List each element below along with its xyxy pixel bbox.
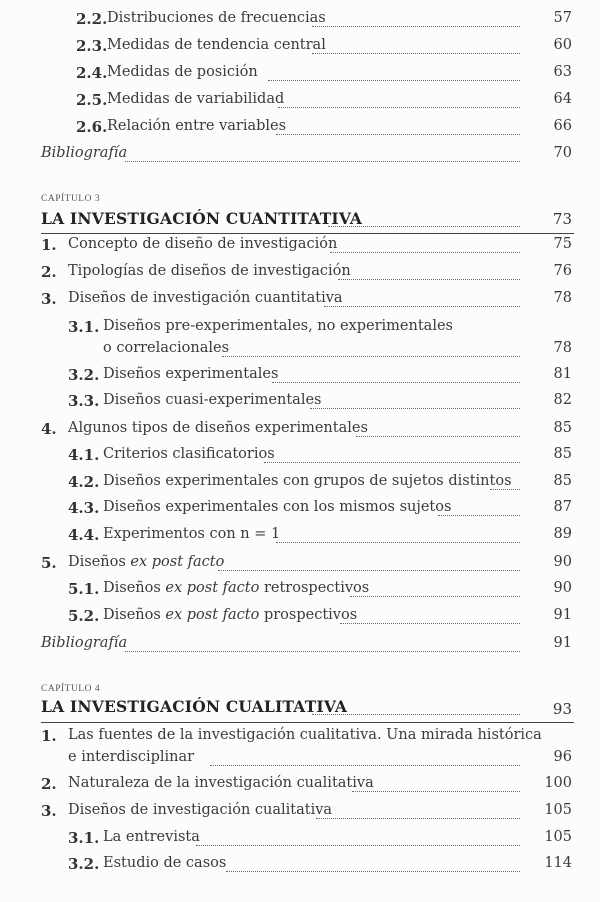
entry-title: Algunos tipos de diseños experimentales	[68, 420, 368, 436]
toc-entry-bibliography-1	[0, 145, 600, 169]
dot-leader	[218, 570, 520, 571]
dot-leader	[328, 226, 520, 227]
toc-entry-4-1	[0, 727, 600, 771]
dot-leader	[222, 356, 520, 357]
dot-leader	[226, 871, 520, 872]
entry-page: 90	[553, 554, 572, 570]
toc-entry-3-3	[0, 290, 600, 314]
entry-page: 66	[553, 118, 572, 134]
toc-entry-3-3-1	[0, 318, 600, 362]
entry-number: 3.1.	[68, 829, 100, 847]
dot-leader	[338, 279, 520, 280]
entry-title-post: prospectivos	[259, 607, 358, 623]
entry-title-italic: ex post facto	[130, 554, 225, 570]
entry-number: 4.2.	[68, 473, 100, 491]
toc-entry-bibliography-2	[0, 635, 600, 659]
toc-entry-2-2	[0, 10, 600, 34]
entry-title: Tipologías de diseños de investigación	[68, 263, 351, 279]
dot-leader	[276, 134, 520, 135]
entry-number: 3.2.	[68, 855, 100, 873]
entry-title-italic: ex post facto	[165, 607, 260, 623]
entry-number: 3.1.	[68, 318, 100, 336]
entry-title-pre: Diseños	[103, 580, 166, 596]
dot-leader	[268, 80, 520, 81]
toc-entry-3-4-4	[0, 526, 600, 550]
entry-page: 70	[553, 145, 572, 161]
entry-page: 105	[544, 802, 572, 818]
toc-entry-3-1	[0, 236, 600, 260]
entry-title: Medidas de posición	[107, 64, 258, 80]
entry-number: 4.3.	[68, 499, 100, 517]
entry-number: 4.4.	[68, 526, 100, 544]
entry-title: Diseños experimentales	[103, 366, 279, 382]
toc-entry-3-4-3	[0, 499, 600, 523]
toc-entry-2-3	[0, 37, 600, 61]
entry-page: 76	[553, 263, 572, 279]
entry-title: Diseños de investigación cuantitativa	[68, 290, 343, 306]
toc-entry-3-4-1	[0, 446, 600, 470]
entry-title	[103, 580, 369, 596]
chapter-title: LA INVESTIGACIÓN CUANTITATIVA	[41, 209, 363, 228]
entry-page: 81	[553, 366, 572, 382]
entry-page: 82	[553, 392, 572, 408]
entry-title: Distribuciones de frecuencias	[107, 10, 326, 26]
entry-page: 85	[553, 473, 572, 489]
toc-entry-2-4	[0, 64, 600, 88]
toc-entry-4-3-1	[0, 829, 600, 853]
dot-leader	[350, 596, 520, 597]
entry-title: Relación entre variables	[107, 118, 287, 134]
entry-page: 91	[553, 607, 572, 623]
chapter-rule	[41, 233, 574, 234]
entry-title: La entrevista	[103, 829, 200, 845]
entry-page: 100	[544, 775, 572, 791]
entry-number: 5.2.	[68, 607, 100, 625]
entry-title: Diseños experimentales con los mismos sujetos	[103, 499, 452, 515]
entry-title-line2: e interdisciplinar	[68, 749, 195, 765]
entry-title: Medidas de tendencia central	[107, 37, 326, 53]
dot-leader	[490, 489, 520, 490]
dot-leader	[210, 765, 520, 766]
chapter-title: LA INVESTIGACIÓN CUALITATIVA	[41, 697, 348, 716]
dot-leader	[312, 26, 520, 27]
entry-page: 105	[544, 829, 572, 845]
entry-number: 2.	[41, 775, 57, 793]
entry-number: 1.	[41, 236, 57, 254]
dot-leader	[352, 791, 520, 792]
entry-number: 2.2.	[76, 10, 108, 28]
chapter-page: 93	[552, 700, 572, 718]
entry-title: Naturaleza de la investigación cualitativa	[68, 775, 374, 791]
chapter-label: CAPÍTULO 3	[41, 194, 101, 204]
dot-leader	[278, 107, 520, 108]
toc-entry-3-5	[0, 554, 600, 578]
toc-entry-4-3	[0, 802, 600, 826]
entry-number: 5.1.	[68, 580, 100, 598]
entry-title	[68, 554, 224, 570]
dot-leader	[312, 53, 520, 54]
entry-page: 90	[553, 580, 572, 596]
entry-page: 63	[553, 64, 572, 80]
entry-title: Bibliografía	[41, 635, 128, 651]
entry-page: 114	[544, 855, 572, 871]
entry-page: 78	[553, 290, 572, 306]
entry-page: 91	[553, 635, 572, 651]
toc-entry-3-5-1	[0, 580, 600, 604]
entry-title-line1: Diseños pre-experimentales, no experimentales	[103, 318, 453, 334]
entry-page: 75	[553, 236, 572, 252]
entry-number: 2.	[41, 263, 57, 281]
dot-leader	[340, 623, 520, 624]
entry-title: Criterios clasificatorios	[103, 446, 275, 462]
entry-title: Medidas de variabilidad	[107, 91, 285, 107]
dot-leader	[438, 515, 520, 516]
entry-title-line1: Las fuentes de la investigación cualitativa. Una mirada histórica	[68, 727, 542, 743]
dot-leader	[196, 845, 520, 846]
dot-leader	[264, 462, 520, 463]
entry-number: 2.4.	[76, 64, 108, 82]
entry-page: 85	[553, 420, 572, 436]
entry-title-line2: o correlacionales	[103, 340, 230, 356]
entry-number: 4.	[41, 420, 57, 438]
entry-page: 96	[553, 749, 572, 765]
toc-entry-4-3-2	[0, 855, 600, 879]
toc-entry-3-3-2	[0, 366, 600, 390]
entry-title: Diseños experimentales con grupos de sujetos distintos	[103, 473, 512, 489]
entry-page: 57	[553, 10, 572, 26]
entry-title-italic: ex post facto	[165, 580, 260, 596]
toc-entry-2-5	[0, 91, 600, 115]
entry-title: Estudio de casos	[103, 855, 227, 871]
entry-number: 2.3.	[76, 37, 108, 55]
dot-leader	[324, 306, 520, 307]
dot-leader	[356, 436, 520, 437]
toc-entry-3-3-3	[0, 392, 600, 416]
dot-leader	[125, 651, 520, 652]
entry-title: Diseños cuasi-experimentales	[103, 392, 322, 408]
toc-entry-2-6	[0, 118, 600, 142]
chapter-label: CAPÍTULO 4	[41, 684, 101, 694]
entry-number: 4.1.	[68, 446, 100, 464]
toc-entry-3-4	[0, 420, 600, 444]
entry-page: 85	[553, 446, 572, 462]
entry-page: 89	[553, 526, 572, 542]
entry-number: 5.	[41, 554, 57, 572]
entry-title: Bibliografía	[41, 145, 128, 161]
dot-leader	[272, 382, 520, 383]
dot-leader	[310, 408, 520, 409]
dot-leader	[330, 252, 520, 253]
entry-title-pre: Diseños	[68, 554, 131, 570]
entry-title-post: retrospectivos	[259, 580, 370, 596]
dot-leader	[316, 818, 520, 819]
toc-entry-4-2	[0, 775, 600, 799]
entry-number: 3.	[41, 802, 57, 820]
entry-title	[103, 607, 357, 623]
entry-number: 3.2.	[68, 366, 100, 384]
entry-number: 3.	[41, 290, 57, 308]
toc-entry-3-2	[0, 263, 600, 287]
chapter-rule	[41, 722, 574, 723]
entry-page: 60	[553, 37, 572, 53]
entry-page: 78	[553, 340, 572, 356]
entry-number: 2.5.	[76, 91, 108, 109]
entry-number: 3.3.	[68, 392, 100, 410]
dot-leader	[312, 714, 520, 715]
entry-title: Concepto de diseño de investigación	[68, 236, 338, 252]
dot-leader	[276, 542, 520, 543]
entry-title-pre: Diseños	[103, 607, 166, 623]
toc-entry-3-4-2	[0, 473, 600, 497]
entry-title: Experimentos con n = 1	[103, 526, 281, 542]
entry-page: 64	[553, 91, 572, 107]
dot-leader	[125, 161, 520, 162]
entry-title: Diseños de investigación cualitativa	[68, 802, 333, 818]
chapter-page: 73	[552, 210, 572, 228]
entry-number: 1.	[41, 727, 57, 745]
entry-page: 87	[553, 499, 572, 515]
entry-number: 2.6.	[76, 118, 108, 136]
toc-entry-3-5-2	[0, 607, 600, 631]
